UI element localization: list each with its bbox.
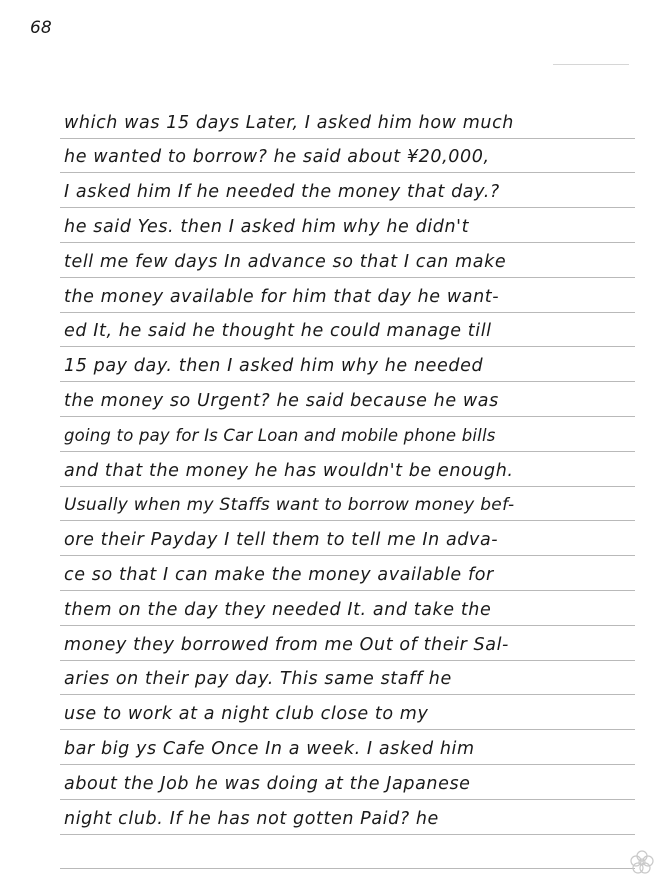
text-line: use to work at a night club close to my <box>64 704 429 724</box>
text-line: going to pay for Is Car Loan and mobile phone bills <box>64 426 496 445</box>
ruled-line <box>60 207 635 208</box>
ruled-line <box>60 277 635 278</box>
text-line: about the Job he was doing at the Japanese <box>64 774 471 794</box>
text-line: aries on their pay day. This same staff he <box>64 669 452 689</box>
text-line: 15 pay day. then I asked him why he needed <box>64 356 484 376</box>
ruled-line <box>60 625 635 626</box>
ruled-line <box>60 590 635 591</box>
ruled-line <box>60 416 635 417</box>
text-line: and that the money he has wouldn't be enough. <box>64 461 514 481</box>
text-line: Usually when my Staffs want to borrow money bef- <box>64 495 515 515</box>
text-line: night club. If he has not gotten Paid? he <box>64 809 439 829</box>
ruled-line <box>60 520 635 521</box>
ruled-line <box>60 381 635 382</box>
page-number: 68 <box>30 18 52 38</box>
ruled-line <box>60 138 635 139</box>
text-line: ed It, he said he thought he could manage till <box>64 321 492 341</box>
ruled-line <box>60 451 635 452</box>
ruled-line <box>60 868 635 869</box>
ruled-line <box>60 555 635 556</box>
ruled-line <box>60 346 635 347</box>
ruled-line <box>60 486 635 487</box>
flower-stamp-icon <box>628 848 656 876</box>
text-line: the money so Urgent? he said because he was <box>64 391 499 411</box>
ruled-line <box>60 799 635 800</box>
ruled-line <box>60 729 635 730</box>
ruled-line <box>60 172 635 173</box>
text-line: bar big ys Cafe Once In a week. I asked him <box>64 739 475 759</box>
text-line: ore their Payday I tell them to tell me In adva- <box>64 530 499 550</box>
text-line: the money available for him that day he want- <box>64 287 500 307</box>
text-line: he wanted to borrow? he said about ¥20,000, <box>64 147 490 167</box>
text-line: he said Yes. then I asked him why he didn't <box>64 217 470 237</box>
ruled-line <box>60 312 635 313</box>
text-line: ce so that I can make the money available for <box>64 565 494 585</box>
ruled-line <box>60 694 635 695</box>
text-line: money they borrowed from me Out of their Sal- <box>64 635 509 655</box>
ruled-line <box>60 834 635 835</box>
ruled-line <box>60 764 635 765</box>
text-line: tell me few days In advance so that I can make <box>64 252 507 272</box>
text-line: them on the day they needed It. and take the <box>64 600 492 620</box>
text-line: which was 15 days Later, I asked him how much <box>64 113 514 133</box>
ruled-line <box>60 660 635 661</box>
text-line: I asked him If he needed the money that day.? <box>64 182 500 202</box>
ruled-line <box>60 242 635 243</box>
